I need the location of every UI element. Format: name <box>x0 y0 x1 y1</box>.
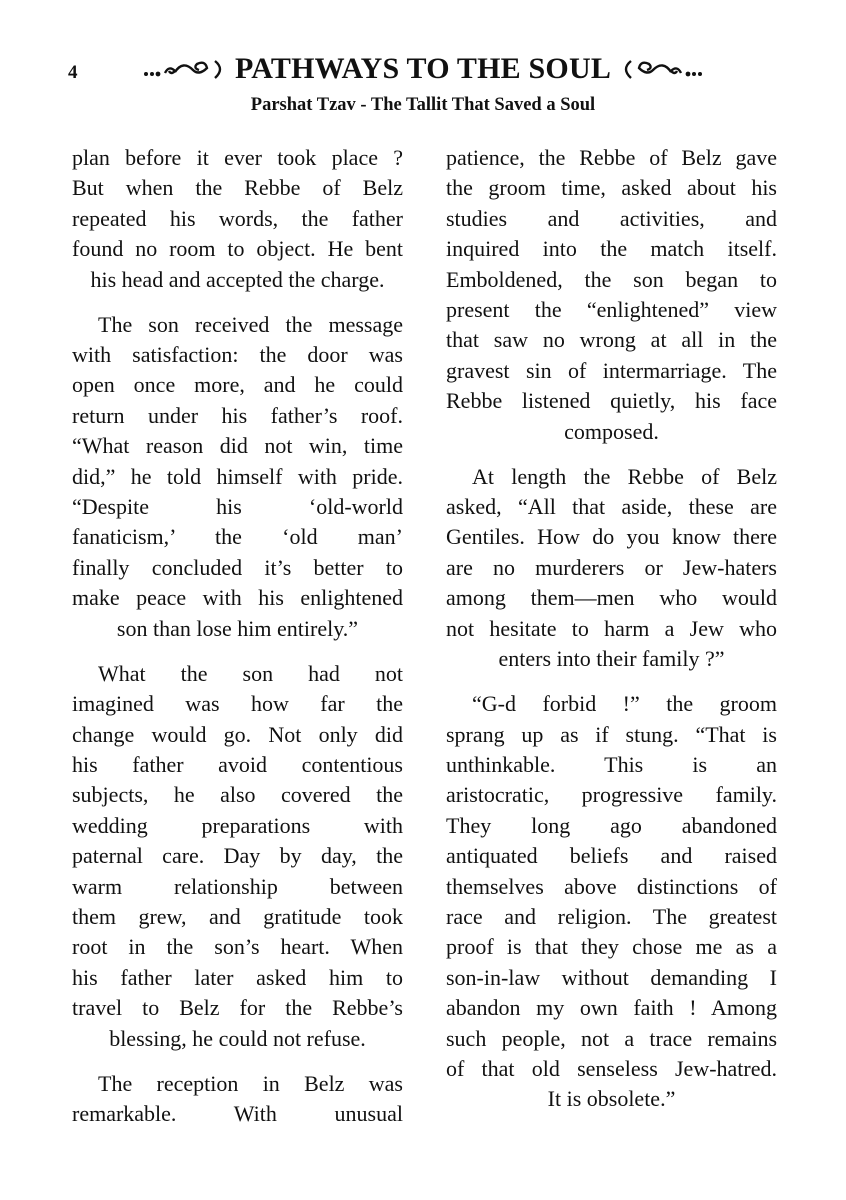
text-line: race and religion. The greatest <box>446 903 777 929</box>
text-line: The reception in Belz was <box>98 1070 403 1096</box>
text-line: sprang up as if stung. “That is <box>446 721 777 747</box>
text-line: son-in-law without demanding I <box>446 964 777 990</box>
text-line: return under his father’s roof. <box>72 402 403 428</box>
text-line: enters into their family ?” <box>498 646 725 672</box>
text-line: Rebbe listened quietly, his face <box>446 388 777 414</box>
text-line: remarkable. With unusual <box>72 1100 403 1126</box>
text-line: Gentiles. How do you know there <box>446 524 777 550</box>
page-number: 4 <box>68 62 78 83</box>
title-text: PATHWAYS TO THE SOUL <box>234 52 612 85</box>
paragraph <box>446 689 777 1115</box>
subtitle: Parshat Tzav - The Tallit That Saved a Soul <box>250 95 596 115</box>
text-line: inquired into the match itself. <box>446 236 777 262</box>
text-line: asked, “All that aside, these are <box>446 494 777 520</box>
text-line: the groom time, asked about his <box>446 175 777 201</box>
text-line: patience, the Rebbe of Belz gave <box>446 145 777 170</box>
text-line: his father later asked him to <box>72 964 403 990</box>
text-line: composed. <box>564 418 659 444</box>
text-line: son than lose him entirely.” <box>116 615 359 641</box>
text-line: “Despite his ‘old-world <box>72 494 403 520</box>
text-line: proof is that they chose me as a <box>446 934 777 960</box>
text-line: Emboldened, the son began to <box>446 266 777 292</box>
text-line: that saw no wrong at all in the <box>446 327 777 353</box>
text-line: warm relationship between <box>72 873 403 899</box>
text-line: aristocratic, progressive family. <box>446 782 777 808</box>
paragraph <box>72 1069 403 1130</box>
text-line: wedding preparations with <box>72 812 403 838</box>
text-line: gravest sin of intermarriage. The <box>446 357 777 383</box>
text-line: his father avoid contentious <box>72 751 403 777</box>
text-line: change would go. Not only did <box>72 721 403 747</box>
text-line: present the “enlightened” view <box>446 297 777 323</box>
column-right <box>446 143 777 1129</box>
text-line: are no murderers or Jew-haters <box>446 554 777 580</box>
text-line: The son received the message <box>98 311 403 337</box>
text-line: not hesitate to harm a Jew who <box>446 615 777 641</box>
ornament-left-icon <box>143 54 231 88</box>
text-line: studies and activities, and <box>446 205 777 231</box>
text-line: make peace with his enlightened <box>72 585 403 611</box>
text-line: did,” he told himself with pride. <box>72 463 403 489</box>
text-line: paternal care. Day by day, the <box>72 843 403 869</box>
column-left <box>72 143 403 1144</box>
text-line: with satisfaction: the door was <box>72 342 403 368</box>
text-line: such people, not a trace remains <box>446 1025 777 1051</box>
text-line: travel to Belz for the Rebbe’s <box>72 995 403 1021</box>
text-line: blessing, he could not refuse. <box>109 1025 366 1051</box>
text-line: abandon my own faith ! Among <box>446 995 777 1021</box>
text-line: What the son had not <box>98 660 403 686</box>
text-line: “What reason did not win, time <box>72 433 403 459</box>
text-line: “G-d forbid !” the groom <box>472 691 777 717</box>
text-line: among them—men who would <box>446 585 777 611</box>
text-line: finally concluded it’s better to <box>72 554 403 580</box>
text-line: At length the Rebbe of Belz <box>472 463 777 489</box>
paragraph <box>72 310 403 644</box>
text-line: them grew, and gratitude took <box>72 903 403 929</box>
text-line: his head and accepted the charge. <box>90 266 385 292</box>
paragraph <box>446 462 777 675</box>
text-line: subjects, he also covered the <box>72 782 403 808</box>
text-line: found no room to object. He bent <box>72 236 403 262</box>
text-line: imagined was how far the <box>72 691 403 717</box>
text-line: open once more, and he could <box>72 372 403 398</box>
text-line: fanaticism,’ the ‘old man’ <box>72 524 403 550</box>
text-line: plan before it ever took place ? <box>72 145 403 170</box>
text-line: They long ago abandoned <box>446 812 777 838</box>
text-line: themselves above distinctions of <box>446 873 777 899</box>
paragraph <box>72 143 403 295</box>
paragraph <box>72 659 403 1054</box>
running-title <box>0 52 846 88</box>
text-line: root in the son’s heart. When <box>72 934 403 960</box>
paragraph <box>446 143 777 447</box>
text-line: of that old senseless Jew-hatred. <box>446 1055 777 1081</box>
text-line: unthinkable. This is an <box>446 751 777 777</box>
ornament-right-icon <box>615 54 703 88</box>
text-line: But when the Rebbe of Belz <box>72 175 403 201</box>
text-line: antiquated beliefs and raised <box>446 843 777 869</box>
text-line: It is obsolete.” <box>547 1086 676 1112</box>
text-line: repeated his words, the father <box>72 205 403 231</box>
